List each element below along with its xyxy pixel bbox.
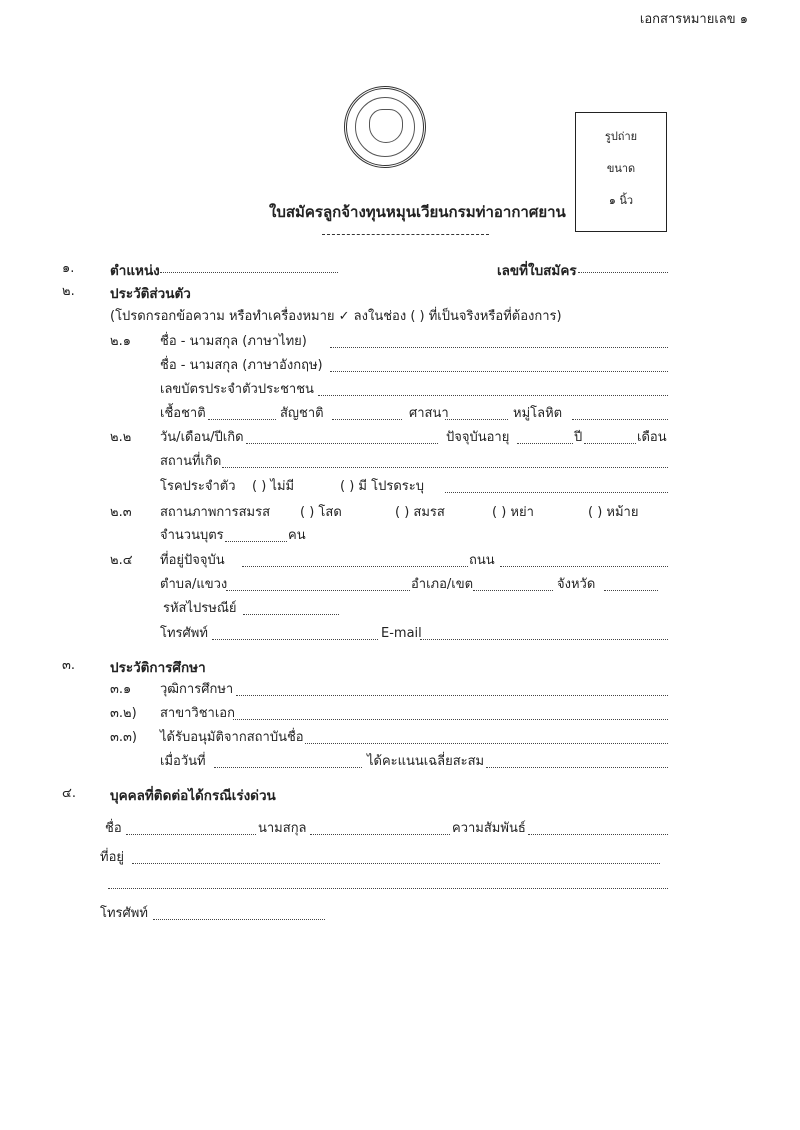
contact-surname-label: นามสกุล (258, 821, 307, 836)
widowed-checkbox[interactable]: ( ) หม้าย (588, 505, 639, 520)
religion-label: ศาสนา (409, 406, 449, 421)
form-title: ใบสมัครลูกจ้างทุนหมุนเวียนกรมท่าอากาศยาน (269, 203, 566, 221)
phone-label: โทรศัพท์ (160, 626, 208, 641)
nationality-field[interactable] (332, 419, 402, 420)
name-english-label: ชื่อ - นามสกุล (ภาษาอังกฤษ) (160, 358, 323, 373)
divorced-checkbox[interactable]: ( ) หย่า (492, 505, 534, 520)
section-2-number: ๒. (62, 284, 75, 299)
institute-label: ได้รับอนุมัติจากสถาบันชื่อ (160, 730, 304, 745)
institute-field[interactable] (305, 743, 668, 744)
id-card-field[interactable] (318, 395, 668, 396)
major-field[interactable] (233, 719, 668, 720)
province-field[interactable] (604, 590, 658, 591)
address-field[interactable] (242, 566, 468, 567)
blood-type-label: หมู่โลหิต (513, 406, 563, 421)
dob-label: วัน/เดือน/ปีเกิด (160, 430, 244, 445)
subsection-2-3-number: ๒.๓ (110, 505, 132, 520)
phone-field[interactable] (212, 639, 378, 640)
photo-box (575, 112, 667, 232)
gpa-label: ได้คะแนนเฉลี่ยสะสม (367, 754, 485, 769)
contact-address-field[interactable] (132, 863, 660, 864)
name-english-field[interactable] (330, 371, 668, 372)
subsection-3-3-number: ๓.๓) (110, 730, 137, 745)
name-thai-label: ชื่อ - นามสกุล (ภาษาไทย) (160, 334, 307, 349)
relationship-field[interactable] (528, 834, 668, 835)
postal-code-label: รหัสไปรษณีย์ (163, 601, 237, 616)
marital-status-label: สถานภาพการสมรส (160, 505, 271, 520)
section-3-number: ๓. (62, 658, 76, 673)
single-checkbox[interactable]: ( ) โสด (300, 505, 342, 520)
position-field[interactable] (160, 272, 338, 273)
department-seal-logo (344, 86, 426, 168)
subdistrict-field[interactable] (226, 590, 410, 591)
photo-label: รูปถ่าย (604, 130, 638, 143)
nationality-label: สัญชาติ (280, 406, 324, 421)
contact-phone-field[interactable] (153, 919, 325, 920)
road-label: ถนน (469, 553, 495, 568)
subsection-2-2-number: ๒.๒ (110, 430, 132, 445)
section-4-title: บุคคลที่ติดต่อได้กรณีเร่งด่วน (110, 788, 276, 804)
gpa-field[interactable] (486, 767, 668, 768)
birthplace-field[interactable] (222, 467, 668, 468)
contact-address-label: ที่อยู่ (100, 850, 124, 865)
subsection-3-1-number: ๓.๑ (110, 682, 132, 697)
district-label: อำเภอ/เขต (411, 577, 474, 592)
married-checkbox[interactable]: ( ) สมรส (395, 505, 445, 520)
application-number-field[interactable] (578, 272, 668, 273)
degree-label: วุฒิการศึกษา (160, 682, 234, 697)
subsection-3-2-number: ๓.๒) (110, 706, 137, 721)
race-label: เชื้อชาติ (160, 406, 206, 421)
email-label: E-mail (381, 626, 422, 641)
instruction-text: (โปรดกรอกข้อความ หรือทำเครื่องหมาย ✓ ลงในช่อง ( ) ที่เป็นจริงหรือที่ต้องการ) (110, 309, 562, 324)
subsection-2-1-number: ๒.๑ (110, 334, 131, 349)
religion-field[interactable] (445, 419, 508, 420)
blood-type-field[interactable] (572, 419, 668, 420)
children-field[interactable] (225, 541, 287, 542)
title-underline (322, 234, 489, 235)
person-unit-label: คน (288, 528, 306, 543)
age-months-field[interactable] (584, 443, 636, 444)
birthplace-label: สถานที่เกิด (160, 454, 222, 469)
photo-size-label: ขนาด (606, 162, 636, 175)
photo-size-value: ๑ นิ้ว (608, 194, 634, 207)
subdistrict-label: ตำบล/แขวง (160, 577, 228, 592)
application-number-label: เลขที่ใบสมัคร (497, 263, 577, 279)
position-label: ตำแหน่ง (110, 263, 160, 279)
id-card-label: เลขบัตรประจำตัวประชาชน (160, 382, 314, 397)
district-field[interactable] (473, 590, 553, 591)
date-label: เมื่อวันที่ (160, 754, 206, 769)
contact-phone-label: โทรศัพท์ (100, 906, 148, 921)
road-field[interactable] (500, 566, 668, 567)
major-label: สาขาวิชาเอก (160, 706, 235, 721)
children-label: จำนวนบุตร (160, 528, 224, 543)
province-label: จังหวัด (557, 577, 596, 592)
section-1-number: ๑. (62, 261, 75, 276)
name-thai-field[interactable] (330, 347, 668, 348)
section-2-title: ประวัติส่วนตัว (110, 286, 191, 302)
race-field[interactable] (208, 419, 276, 420)
document-number: เอกสารหมายเลข ๑ (639, 12, 748, 27)
age-years-field[interactable] (517, 443, 573, 444)
email-field[interactable] (420, 639, 668, 640)
disease-detail-field[interactable] (445, 492, 668, 493)
date-field[interactable] (214, 767, 362, 768)
disease-has-checkbox[interactable]: ( ) มี โปรดระบุ (340, 479, 424, 494)
months-label: เดือน (637, 430, 667, 445)
contact-name-label: ชื่อ (105, 821, 122, 836)
years-label: ปี (574, 430, 583, 445)
section-4-number: ๔. (62, 786, 76, 801)
address-label: ที่อยู่ปัจจุบัน (160, 553, 225, 568)
contact-name-field[interactable] (126, 834, 256, 835)
age-label: ปัจจุบันอายุ (446, 430, 510, 445)
degree-field[interactable] (236, 695, 668, 696)
contact-address-field-2[interactable] (108, 888, 668, 889)
relationship-label: ความสัมพันธ์ (452, 821, 526, 836)
dob-field[interactable] (246, 443, 438, 444)
subsection-2-4-number: ๒.๔ (110, 553, 133, 568)
disease-label: โรคประจำตัว (160, 479, 236, 494)
contact-surname-field[interactable] (310, 834, 450, 835)
section-3-title: ประวัติการศึกษา (110, 660, 206, 676)
disease-none-checkbox[interactable]: ( ) ไม่มี (252, 479, 295, 494)
postal-code-field[interactable] (243, 614, 339, 615)
